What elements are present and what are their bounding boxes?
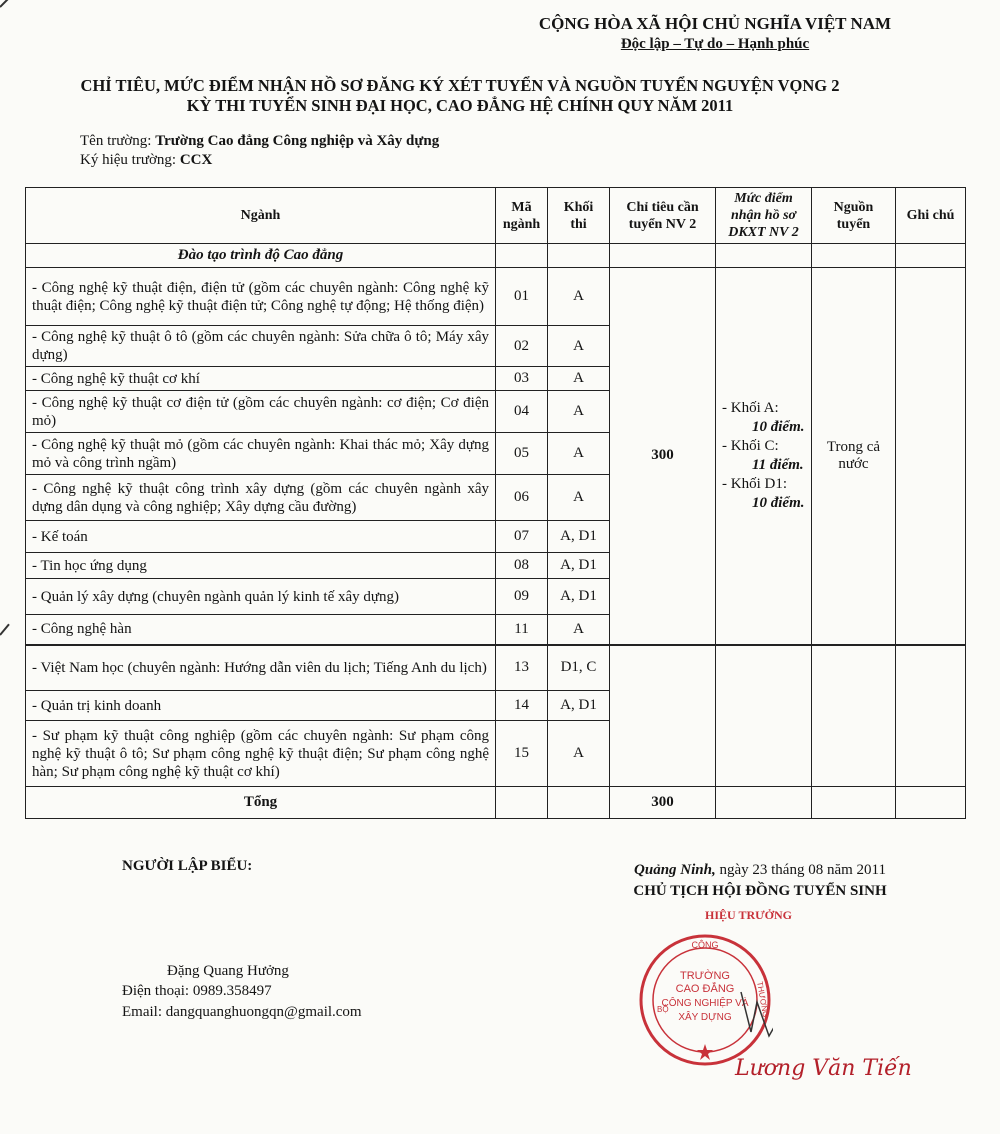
exam-block: A [548,721,610,787]
preparer-phone: Điện thoại: 0989.358497 [122,983,272,999]
preparer-name: Đặng Quang Hưởng [167,963,289,979]
major-name: - Công nghệ kỹ thuật cơ điện tử (gồm các chuyên ngành: cơ điện; Cơ điện mỏ) [26,391,496,433]
exam-block: A, D1 [548,579,610,615]
margin-mark [0,624,10,636]
national-motto: Độc lập – Tự do – Hạnh phúc [620,36,810,52]
exam-block: A, D1 [548,521,610,553]
score-cell-empty [716,645,812,787]
school-code-line [80,152,212,169]
exam-block: A [548,615,610,645]
table-row [26,268,966,326]
source-cell-empty [812,645,896,787]
school-name-line [80,133,439,150]
exam-block: A, D1 [548,553,610,579]
major-name: - Công nghệ kỹ thuật công trình xây dựng (gồm các chuyên ngành xây dựng dân dụng và công nghiệp; Xây dựng cầu đường) [26,475,496,521]
svg-text:CÔNG: CÔNG [691,940,719,950]
school-code: CCX [179,152,213,168]
table-row [26,645,966,691]
exam-block: D1, C [548,645,610,691]
header-code: Mã ngành [496,188,548,244]
preparer-email: Email: dangquanghuongqn@gmail.com [122,1004,362,1020]
document-title-line-2: KỲ THI TUYỂN SINH ĐẠI HỌC, CAO ĐẲNG HỆ CHÍNH QUY NĂM 2011 [186,96,734,115]
header-note: Ghi chú [896,188,966,244]
header-quota: Chỉ tiêu cần tuyển NV 2 [610,188,716,244]
header-block: Khối thi [548,188,610,244]
major-code: 14 [496,691,548,721]
header-major: Ngành [26,188,496,244]
document-title-line-1: CHỈ TIÊU, MỨC ĐIỂM NHẬN HỒ SƠ ĐĂNG KÝ XÉT TUYỂN VÀ NGUỒN TUYỂN NGUYỆN VỌNG 2 [80,76,840,95]
svg-text:BỘ: BỘ [657,1005,669,1014]
major-code: 02 [496,326,548,367]
note-cell [896,268,966,645]
total-value: 300 [610,787,716,819]
school-label: Tên trường: [80,133,152,149]
total-label: Tổng [26,787,496,819]
chair-title: CHỦ TỊCH HỘI ĐỒNG TUYỂN SINH [633,883,887,899]
major-name: - Công nghệ kỹ thuật mỏ (gồm các chuyên ngành: Khai thác mỏ; Xây dựng mỏ và công trình ngầm) [26,433,496,475]
place-date [560,862,960,879]
svg-text:CÔNG NGHIỆP VÀ: CÔNG NGHIỆP VÀ [661,998,749,1009]
major-name: - Công nghệ kỹ thuật cơ khí [26,367,496,391]
major-code: 15 [496,721,548,787]
major-name: - Công nghệ hàn [26,615,496,645]
major-code: 13 [496,645,548,691]
major-name: - Việt Nam học (chuyên ngành: Hướng dẫn viên du lịch; Tiếng Anh du lịch) [26,645,496,691]
header-score: Mức điểm nhận hồ sơ DKXT NV 2 [716,188,812,244]
major-name: - Sư phạm kỹ thuật công nghiệp (gồm các chuyên ngành: Sư phạm công nghệ kỹ thuật ô tô; Sư phạm công nghệ kỹ thuật điện; Sư phạm công nghệ hàn; Sư phạm công nghệ kỹ thuật cơ khí) [26,721,496,787]
major-code: 11 [496,615,548,645]
svg-text:TRƯỜNG: TRƯỜNG [680,970,730,982]
section-label: Đào tạo trình độ Cao đẳng [26,244,496,268]
major-name: - Quản trị kinh doanh [26,691,496,721]
total-row [26,787,966,819]
major-name: - Tin học ứng dụng [26,553,496,579]
score-a-value: 10 điểm. [752,418,805,435]
major-name: - Kế toán [26,521,496,553]
place-name: Quảng Ninh, [634,862,716,878]
preparer-title: NGƯỜI LẬP BIỂU: [122,858,253,874]
source-value: Trong cả nước [812,268,896,645]
score-d1-label: - Khối D1: [722,475,787,492]
svg-text:THƯƠNG: THƯƠNG [755,980,771,1019]
major-code: 01 [496,268,548,326]
national-title: CỘNG HÒA XÃ HỘI CHỦ NGHĨA VIỆT NAM [538,14,892,33]
major-code: 06 [496,475,548,521]
major-code: 04 [496,391,548,433]
major-code: 07 [496,521,548,553]
quota-value: 300 [610,268,716,645]
principal-title: HIỆU TRƯỞNG [705,908,793,922]
header-source: Nguồn tuyển [812,188,896,244]
score-d1-value: 10 điểm. [752,494,805,511]
code-label: Ký hiệu trường: [80,152,177,168]
school-seal [637,932,773,1068]
exam-block: A [548,475,610,521]
score-thresholds [716,268,812,645]
exam-block: A [548,433,610,475]
admission-table [25,187,966,819]
margin-mark [0,0,18,8]
major-code: 05 [496,433,548,475]
signer-name: Lương Văn Tiến [735,1056,912,1081]
major-name: - Quản lý xây dựng (chuyên ngành quản lý kinh tế xây dựng) [26,579,496,615]
major-name: - Công nghệ kỹ thuật điện, điện tử (gồm các chuyên ngành: Công nghệ kỹ thuật điện; Công nghệ kỹ thuật điện tử; Công nghệ tự động; Hệ thống điện) [26,268,496,326]
exam-block: A [548,367,610,391]
major-code: 09 [496,579,548,615]
exam-block: A [548,391,610,433]
date-text: ngày 23 tháng 08 năm 2011 [719,862,886,878]
school-name: Trường Cao đẳng Công nghiệp và Xây dựng [155,133,440,149]
score-a-label: - Khối A: [722,399,779,416]
exam-block: A, D1 [548,691,610,721]
svg-text:XÂY DỰNG: XÂY DỰNG [678,1012,732,1023]
score-c-label: - Khối C: [722,437,779,454]
score-c-value: 11 điểm. [752,456,804,473]
table-header-row [26,188,966,244]
note-cell-empty [896,645,966,787]
exam-block: A [548,268,610,326]
quota-cell-empty [610,645,716,787]
major-code: 03 [496,367,548,391]
major-name: - Công nghệ kỹ thuật ô tô (gồm các chuyên ngành: Sửa chữa ô tô; Máy xây dựng) [26,326,496,367]
svg-text:CAO ĐẲNG: CAO ĐẲNG [675,983,735,995]
major-code: 08 [496,553,548,579]
exam-block: A [548,326,610,367]
section-row [26,244,966,268]
